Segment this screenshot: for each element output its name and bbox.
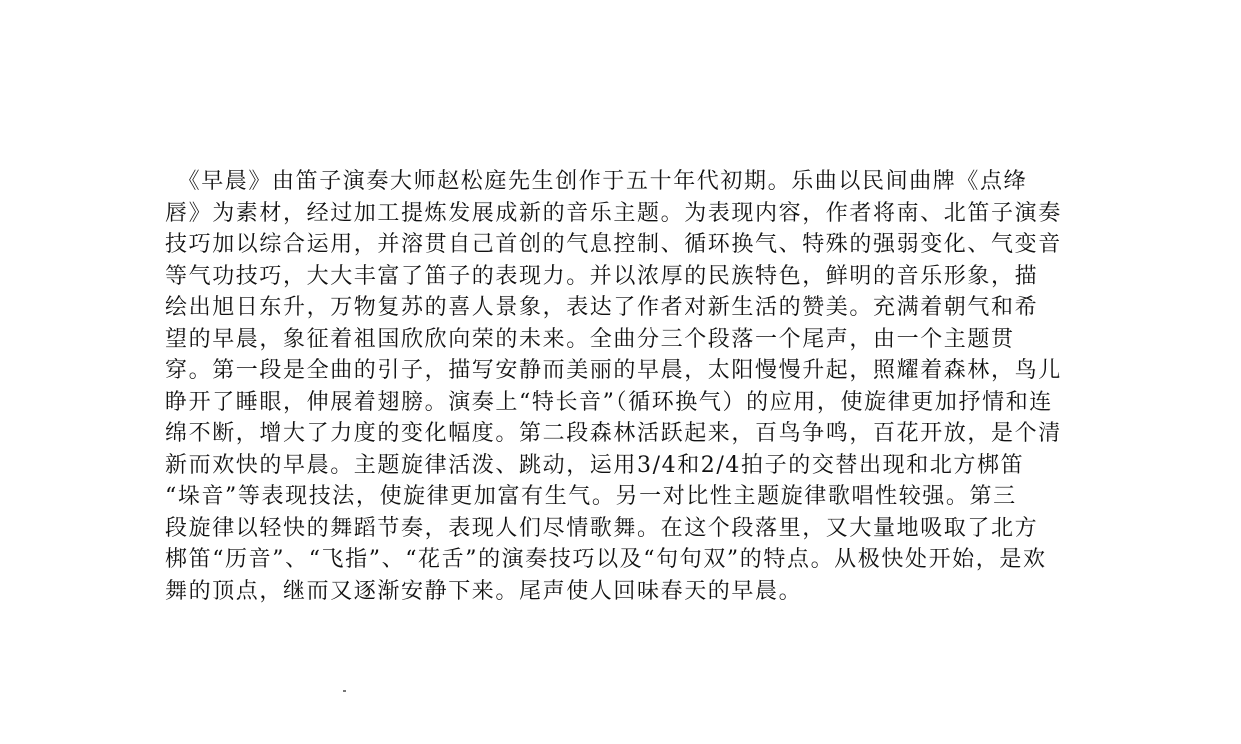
- text-line: 段旋律以轻快的舞蹈节奏，表现人们尽情歌舞。在这个段落里，又大量地吸取了北方: [165, 515, 1039, 541]
- text-line: 《早晨》由笛子演奏大师赵松庭先生创作于五十年代初期。乐曲以民间曲牌《点绛: [165, 169, 1028, 194]
- body-paragraph: [165, 166, 1090, 607]
- text-line: “垛音”等表现技法，使旋律更加富有生气。另一对比性主题旋律歌唱性较强。第三: [165, 484, 1017, 509]
- text-line: 绘出旭日东升，万物复苏的喜人景象，表达了作者对新生活的赞美。充满着朝气和希: [165, 295, 1039, 320]
- text-line: 新而欢快的早晨。主题旋律活泼、跳动，运用3/4和2/4拍子的交替出现和北方梆笛: [165, 452, 1025, 478]
- text-line: 唇》为素材，经过加工提炼发展成新的音乐主题。为表现内容，作者将南、北笛子演奏: [165, 200, 1062, 226]
- scan-speck: [343, 690, 346, 692]
- text-line: 穿。第一段是全曲的引子，描写安静而美丽的早晨，太阳慢慢升起，照耀着森林，鸟儿: [165, 358, 1062, 383]
- text-line: 舞的顶点，继而又逐渐安静下来。尾声使人回味春天的早晨。: [165, 578, 803, 604]
- text-line: 技巧加以综合运用，并溶贯自己首创的气息控制、循环换气、特殊的强弱变化、气变音: [165, 232, 1062, 257]
- text-line: 睁开了睡眼，伸展着翅膀。演奏上“特长音”（循环换气）的应用，使旋律更加抒情和连: [165, 389, 1053, 415]
- text-line: 梆笛“历音”、“飞指”、“花舌”的演奏技巧以及“句句双”的特点。从极快处开始，是欢: [165, 547, 1047, 572]
- text-line: 绵不断，增大了力度的变化幅度。第二段森林活跃起来，百鸟争鸣，百花开放，是个清: [165, 421, 1062, 446]
- text-line: 望的早晨，象征着祖国欣欣向荣的未来。全曲分三个段落一个尾声，由一个主题贯: [165, 326, 1015, 352]
- text-line: 等气功技巧，大大丰富了笛子的表现力。并以浓厚的民族特色，鲜明的音乐形象，描: [165, 263, 1039, 289]
